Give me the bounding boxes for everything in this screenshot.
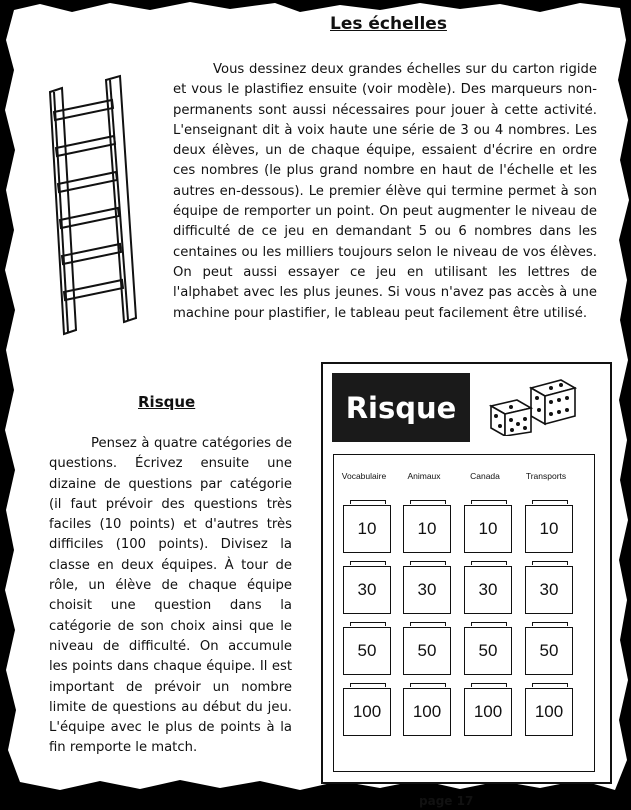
card-transports-50: 50 [525, 627, 573, 675]
risk-board-example [321, 362, 612, 784]
card-canada-30: 30 [464, 566, 512, 614]
card-animaux-30: 30 [403, 566, 451, 614]
card-transports-30: 30 [525, 566, 573, 614]
card-animaux-50: 50 [403, 627, 451, 675]
category-animaux: Animaux [407, 471, 441, 481]
category-vocabulaire: Vocabulaire [341, 471, 387, 481]
category-canada: Canada [470, 471, 500, 481]
risk-section-title: Risque [138, 393, 196, 411]
card-canada-100: 100 [464, 688, 512, 736]
card-animaux-10: 10 [403, 505, 451, 553]
ladder-illustration [40, 72, 150, 337]
risk-paragraph: Pensez à quatre catégories de questions. Écrivez ensuite une dizaine de questions par catégorie (il faut prévoir des questions très faciles (10 points) et d'autres très difficiles (100 points). Divisez la classe en deux équipes. À tour de rôle, un élève de chaque équipe choisit une question dans la catégorie de son choix ainsi que le niveau de difficulté. On accumule les points dans chaque équipe. Il est important de prévoir un nombre limite de questions au début du jeu. L'équipe avec le plus de points à la fin remporte le match. [49, 436, 292, 756]
card-vocabulaire-30: 30 [343, 566, 391, 614]
card-transports-10: 10 [525, 505, 573, 553]
ladder-paragraph: Vous dessinez deux grandes échelles sur du carton rigide et vous le plastifiez ensuite (voir modèle). Des marqueurs non-permanents sont aussi nécessaires pour jouer à cette activité. L'enseignant dit à voix haute une série de 3 ou 4 nombres. Les deux élèves, un de chaque équipe, essaient d'écrire en ordre ces nombres (le plus grand nombre en haut de l'échelle et les autres en-dessous). Le premier élève qui termine permet à son équipe de remporter un point. On peut augmenter le niveau de difficulté de ce jeu en demandant 5 ou 6 nombres dans les centaines ou les milliers toujours selon le niveau de vos élèves. On peut aussi essayer ce jeu en utilisant les lettres de l'alphabet avec les plus jeunes. Si vous n'avez pas accès à une machine pour plastifier, le tableau peut facilement être utilisé. [173, 62, 597, 321]
card-transports-100: 100 [525, 688, 573, 736]
ladder-section-title: Les échelles [330, 14, 447, 34]
card-vocabulaire-100: 100 [343, 688, 391, 736]
card-vocabulaire-50: 50 [343, 627, 391, 675]
card-canada-10: 10 [464, 505, 512, 553]
question-grid [333, 454, 595, 772]
dice-icon [487, 374, 579, 436]
board-title: Risque [332, 373, 470, 442]
card-animaux-100: 100 [403, 688, 451, 736]
page-number: page 17 [419, 794, 474, 808]
category-transports: Transports [525, 471, 567, 481]
card-canada-50: 50 [464, 627, 512, 675]
card-vocabulaire-10: 10 [343, 505, 391, 553]
